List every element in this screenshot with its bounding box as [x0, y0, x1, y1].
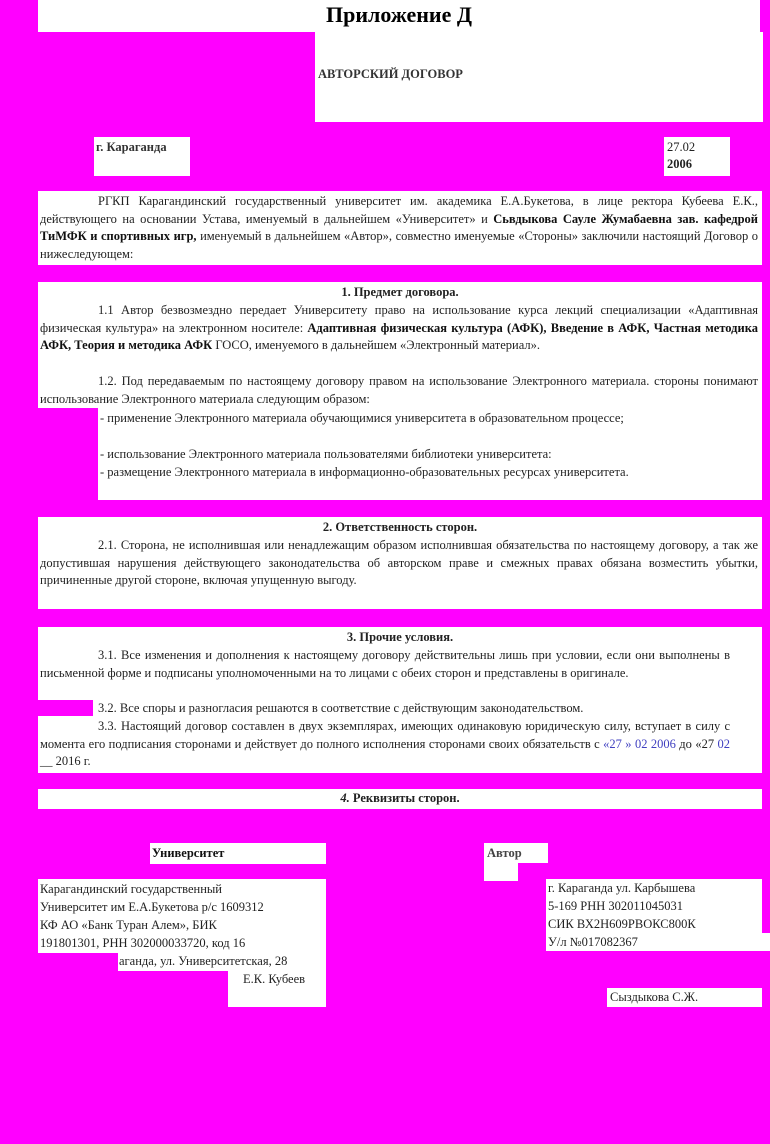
preamble	[40, 193, 758, 263]
date-day-month: 27.02	[667, 140, 696, 154]
list-item: - размещение Электронного материала в информационно-образовательных ресурсах университета.	[100, 465, 629, 479]
section1-p1-text-end: ГОСО, именуемого в дальнейшем «Электронный материал».	[212, 338, 540, 352]
author-line: СИК ВХ2Н609РВОКС800К	[548, 917, 696, 931]
section3-heading: 3. Прочие условия.	[346, 630, 454, 644]
section1-p1	[40, 302, 758, 355]
university-line: 191801301, РНН 302000033720, код 16	[40, 936, 246, 950]
author-label-tail	[484, 863, 518, 881]
end-month: 02	[717, 736, 731, 751]
start-date: «27 » 02 2006	[603, 736, 676, 751]
author-line: г. Караганда ул. Карбышева	[548, 881, 696, 895]
city: г. Караганда	[96, 140, 167, 154]
section3-p3-mid: до «27	[675, 736, 718, 751]
list-item: - применение Электронного материала обучающимися университета в образовательном процессе;	[100, 411, 624, 425]
doc-title: АВТОРСКИЙ ДОГОВОР	[318, 67, 463, 81]
page-title: Приложение Д	[326, 2, 472, 27]
section3-p3	[40, 718, 730, 771]
preamble-text: РГКП Карагандинский государственный университет им. академика Е.А.Букетова, в лице ректора Кубеева Е.К., действующего на основании Устава, именуемый в дальнейшем «Университет» и	[40, 194, 758, 226]
section3-p2: 3.2. Все споры и разногласия решаются в соответствие с действующим законодательством.	[98, 701, 584, 715]
university-address: аганда, ул. Университетская, 28	[119, 954, 288, 968]
university-line: КФ АО «Банк Туран Алем», БИК	[40, 918, 217, 932]
university-label: Университет	[152, 846, 225, 860]
section4-number: 4.	[340, 791, 350, 805]
author-label: Автор	[487, 846, 522, 860]
list-item: - использование Электронного материала пользователями библиотеки университета:	[100, 447, 552, 461]
end-year: __ 2016 г.	[40, 754, 91, 768]
section3-p1: 3.1. Все изменения и дополнения к настоящему договору действительны лишь при условии, если они выполнены в письменной форме и подписаны уполномоченными на то лицами с обеих сторон и представлены в оригинале.	[40, 648, 730, 680]
margin-gap	[38, 700, 93, 716]
rector-signature: Е.К. Кубеев	[243, 972, 306, 986]
author-signature: Сыздыкова С.Ж.	[610, 990, 699, 1004]
section3-p3-text: 3.3. Настоящий договор составлен в двух экземплярах, имеющих одинаковую юридическую силу, вступает в силу с момента его подписания сторонами и действует до полного исполнения сторонами своих обязательств с	[40, 719, 730, 751]
author-line: 5-169 РНН 302011045031	[548, 899, 683, 913]
course-names: Адаптивная физическая культура (АФК), Введение в АФК, Частная методика АФК, Теория и методика АФК	[40, 320, 758, 352]
section4-heading	[38, 790, 762, 808]
section1-p2: 1.2. Под передаваемым по настоящему договору правом на использование Электронного материала. стороны понимают использование Электронного материала следующим образом:	[40, 374, 758, 406]
author-line: У/л №017082367	[548, 935, 638, 949]
date-year: 2006	[667, 157, 692, 171]
author-name: Сьвдыкова Сауле Жумабаевна зав. кафедрой ТиМФК и спортивных игр,	[40, 211, 758, 243]
preamble-text-end: именуемый в дальнейшем «Автор», совместно именуемые «Стороны» заключили настоящий Договор о нижеследующем:	[40, 229, 758, 261]
university-line: Университет им Е.А.Букетова р/с 1609312	[40, 900, 264, 914]
university-line: Карагандинский государственный	[40, 882, 222, 896]
section2-heading: 2. Ответственность сторон.	[322, 520, 478, 534]
section2-p1: 2.1. Сторона, не исполнившая или ненадлежащим образом исполнившая обязательства по настоящему договору, а так же допустившая нарушения действующего законодательства об авторском праве и смежных правах обязана возместить убытки, причиненные другой стороне, включая упущенную выгоду.	[40, 538, 758, 587]
section1-heading: 1. Предмет договора.	[341, 285, 459, 299]
section4-title: Реквизиты сторон.	[349, 791, 460, 805]
section1-p1-text: 1.1 Автор безвозмездно передает Университету право на использование курса лекций специализации «Адаптивная физическая культура» на электронном носителе:	[40, 303, 758, 335]
